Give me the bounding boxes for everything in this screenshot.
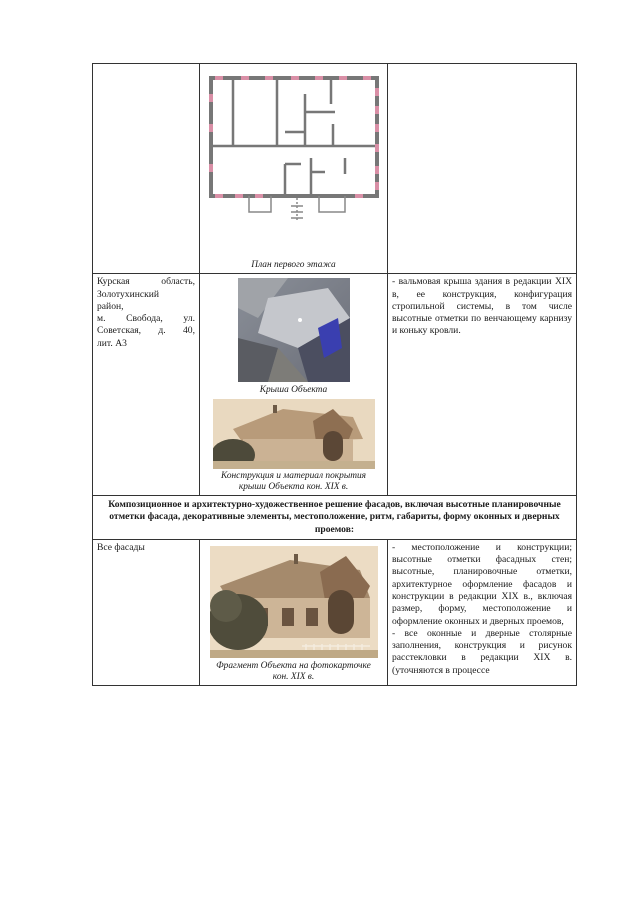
address-line-6: лит. А3	[97, 337, 127, 349]
cell-facades-description	[388, 539, 577, 686]
roof-aerial-photo	[238, 278, 350, 382]
address-line-3: район,	[97, 300, 124, 312]
table-row-plan	[93, 64, 577, 274]
cell-facades-image	[200, 539, 388, 686]
cell-empty-right	[388, 64, 577, 274]
heritage-table	[92, 63, 577, 686]
facade-caption-1: Фрагмент Объекта на фотокарточке	[216, 660, 371, 671]
facades-item-2: - все оконные и дверные столярные заполнения, конструкция и рисунок расстекловки в редакции XIX в. (уточняются в процессе	[392, 627, 572, 676]
address-line-2: Золотухинский	[97, 288, 160, 300]
plan-caption: План первого этажа	[251, 260, 336, 270]
address-line-1: Курская область,	[97, 276, 195, 288]
floor-plan-drawing	[205, 74, 383, 224]
construction-caption-2: крыши Объекта кон. XIX в.	[238, 481, 349, 492]
section-heading: Композиционное и архитектурно-художественное решение фасадов, включая высотные планировочные отметки фасада, декоративные элементы, местоположение, ритм, габариты, форму оконных и дверных проемов:	[93, 496, 577, 540]
facades-label: Все фасады	[97, 541, 145, 553]
facades-item-1: - местоположение и конструкции; высотные отметки фасадных стен; высотные, планировочные отметки, архитектурное оформление фасадов и конструкции в редакции XIX в., включая размер, форму, местоположение и оформление оконных и дверных проемов,	[392, 541, 572, 627]
facade-caption-2: кон. XIX в.	[272, 672, 315, 683]
cell-address	[93, 274, 200, 496]
cell-empty-left	[93, 64, 200, 274]
roof-description: - вальмовая крыша здания в редакции XIX в, ее конструкция, конфигурация стропильной системы, в том числе высотные отметки по венчающему карнизу и коньку кровли.	[392, 276, 572, 337]
cell-roof-images	[200, 274, 388, 496]
cell-roof-description	[388, 274, 577, 496]
construction-caption-1: Конструкция и материал покрытия	[220, 470, 367, 481]
address-line-5: Советская, д. 40,	[97, 325, 195, 337]
cell-facades-label	[93, 539, 200, 686]
facade-archive-photo	[210, 546, 378, 658]
roof-construction-photo	[213, 399, 375, 469]
table-row-facades	[93, 539, 577, 686]
table-row-heading	[93, 496, 577, 540]
cell-plan	[200, 64, 388, 274]
address-line-4: м. Свобода, ул.	[97, 313, 195, 325]
roof-caption: Крыша Объекта	[259, 385, 328, 396]
table-row-roof	[93, 274, 577, 496]
